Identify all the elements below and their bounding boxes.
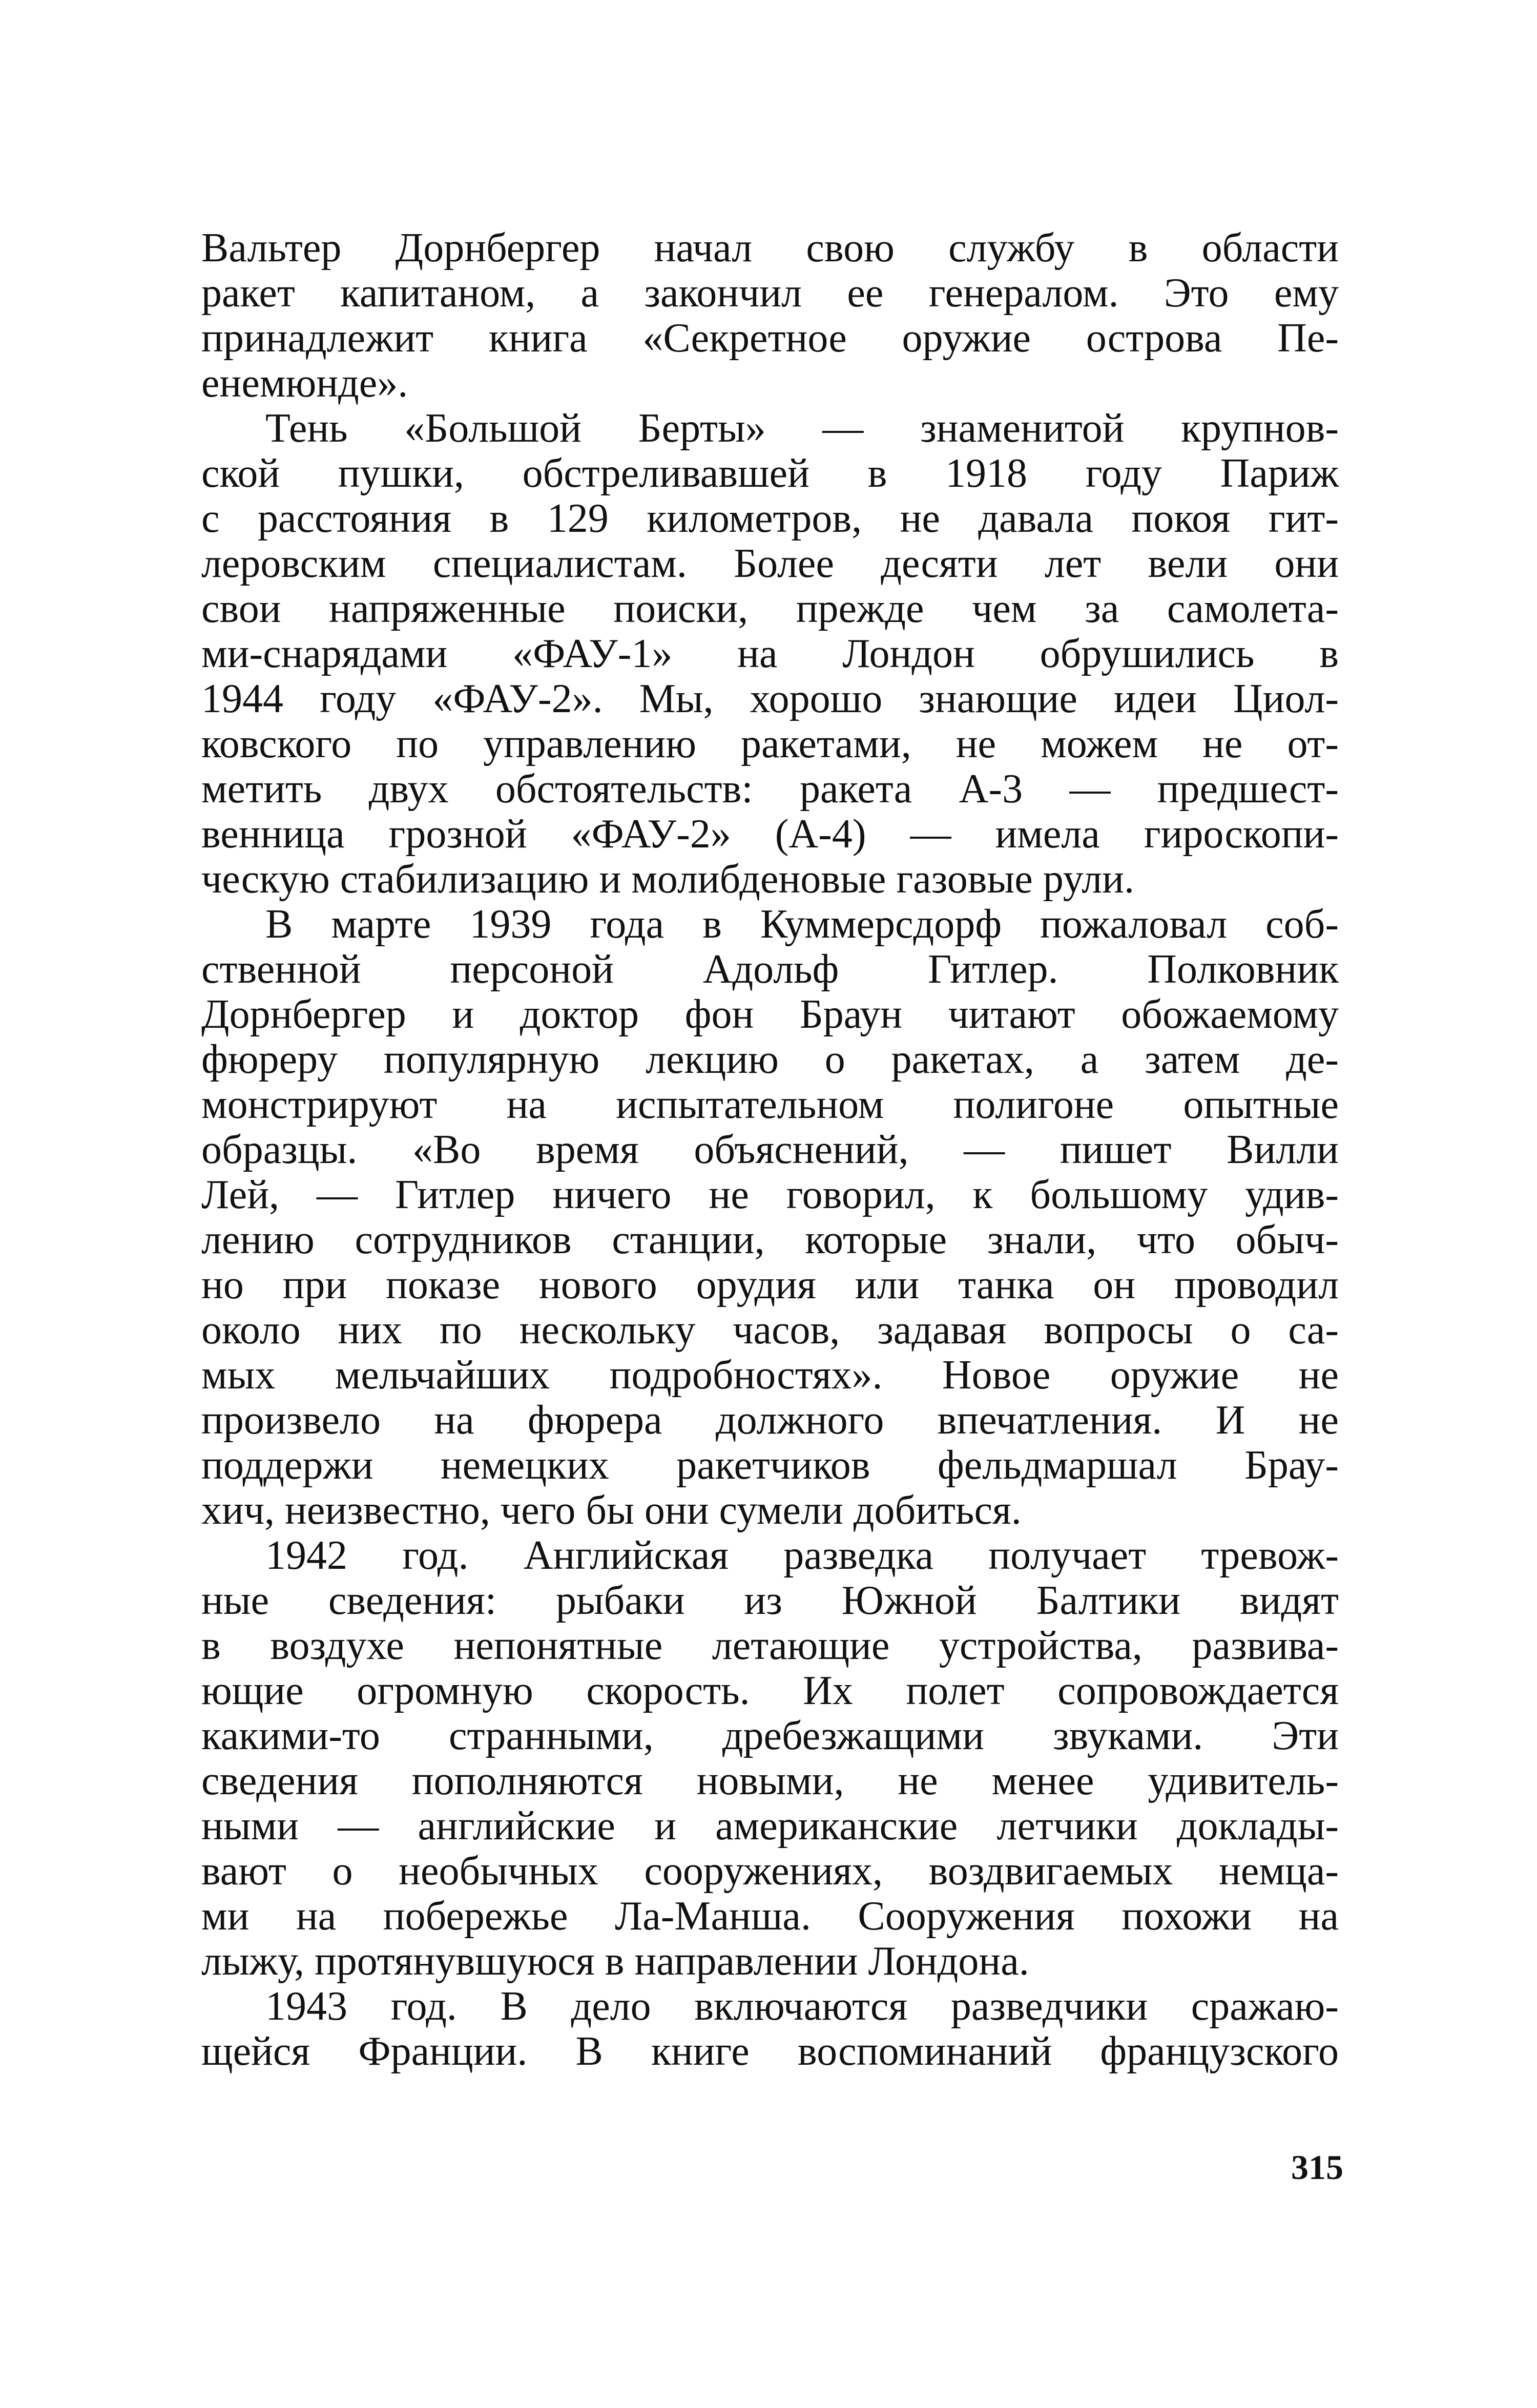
text-line: Лей, — Гитлер ничего не говорил, к большому удив- <box>201 1172 1339 1217</box>
text-line: ющие огромную скорость. Их полет сопровождается <box>201 1668 1339 1713</box>
text-line: ческую стабилизацию и молибденовые газовые рули. <box>201 857 1134 902</box>
text-line: метить двух обстоятельств: ракета А-3 — предшест- <box>201 766 1339 812</box>
text-line: щейся Франции. В книге воспоминаний французского <box>201 2029 1339 2074</box>
text-line: поддержи немецких ракетчиков фельдмаршал Брау- <box>201 1443 1339 1488</box>
text-line: 1942 год. Английская разведка получает тревож- <box>265 1533 1339 1578</box>
text-line: Тень «Большой Берты» — знаменитой крупнов- <box>265 406 1339 451</box>
paragraph <box>201 225 1339 406</box>
text-line: В марте 1939 года в Куммерсдорф пожаловал соб- <box>265 902 1339 947</box>
text-line: около них по нескольку часов, задавая вопросы о са- <box>201 1307 1339 1353</box>
text-line: хич, неизвестно, чего бы они сумели добиться. <box>201 1488 1022 1533</box>
text-line: но при показе нового орудия или танка он проводил <box>201 1262 1339 1307</box>
text-line: ми-снарядами «ФАУ-1» на Лондон обрушились в <box>201 631 1339 676</box>
text-line: фюреру популярную лекцию о ракетах, а затем де- <box>201 1037 1339 1082</box>
text-line: мых мельчайших подробностях». Новое оружие не <box>201 1353 1339 1398</box>
text-line: вают о необычных сооружениях, воздвигаемых немца- <box>201 1849 1339 1894</box>
text-line: свои напряженные поиски, прежде чем за самолета- <box>201 586 1339 631</box>
text-line: образцы. «Во время объяснений, — пишет Вилли <box>201 1127 1339 1172</box>
text-line: венница грозной «ФАУ-2» (А-4) — имела гироскопи- <box>201 812 1339 857</box>
text-line: какими-то странными, дребезжащими звуками. Эти <box>201 1713 1339 1758</box>
text-line: принадлежит книга «Секретное оружие острова Пе- <box>201 316 1339 361</box>
text-line: в воздухе непонятные летающие устройства, развива- <box>201 1623 1339 1668</box>
text-line: с расстояния в 129 километров, не давала покоя гит- <box>201 496 1339 541</box>
text-line: ные сведения: рыбаки из Южной Балтики видят <box>201 1578 1339 1623</box>
body-text <box>201 225 1339 2074</box>
text-line: ской пушки, обстреливавшей в 1918 году Париж <box>201 451 1339 496</box>
text-line: енемюнде». <box>201 361 408 406</box>
text-line: произвело на фюрера должного впечатления. И не <box>201 1398 1339 1443</box>
paragraph <box>201 902 1339 1533</box>
text-line: лыжу, протянувшуюся в направлении Лондона. <box>201 1939 1029 1984</box>
page-number: 315 <box>1291 2148 1343 2187</box>
text-line: ми на побережье Ла-Манша. Сооружения похожи на <box>201 1894 1339 1939</box>
paragraph <box>201 1984 1339 2074</box>
text-line: 1944 году «ФАУ-2». Мы, хорошо знающие идеи Циол- <box>201 676 1339 721</box>
text-line: ственной персоной Адольф Гитлер. Полковник <box>201 947 1339 992</box>
text-line: лению сотрудников станции, которые знали, что обыч- <box>201 1217 1339 1262</box>
text-line: ракет капитаном, а закончил ее генералом. Это ему <box>201 271 1339 316</box>
paragraph <box>201 406 1339 902</box>
text-line: 1943 год. В дело включаются разведчики сражаю- <box>265 1984 1339 2029</box>
paragraph <box>201 1533 1339 1984</box>
text-line: сведения пополняются новыми, не менее удивитель- <box>201 1758 1339 1803</box>
text-line: ковского по управлению ракетами, не можем не от- <box>201 721 1339 766</box>
text-line: ными — английские и американские летчики доклады- <box>201 1803 1339 1849</box>
text-line: леровским специалистам. Более десяти лет вели они <box>201 541 1339 586</box>
text-line: Дорнбергер и доктор фон Браун читают обожаемому <box>201 992 1339 1037</box>
text-line: монстрируют на испытательном полигоне опытные <box>201 1082 1339 1127</box>
text-line: Вальтер Дорнбергер начал свою службу в области <box>201 225 1339 271</box>
